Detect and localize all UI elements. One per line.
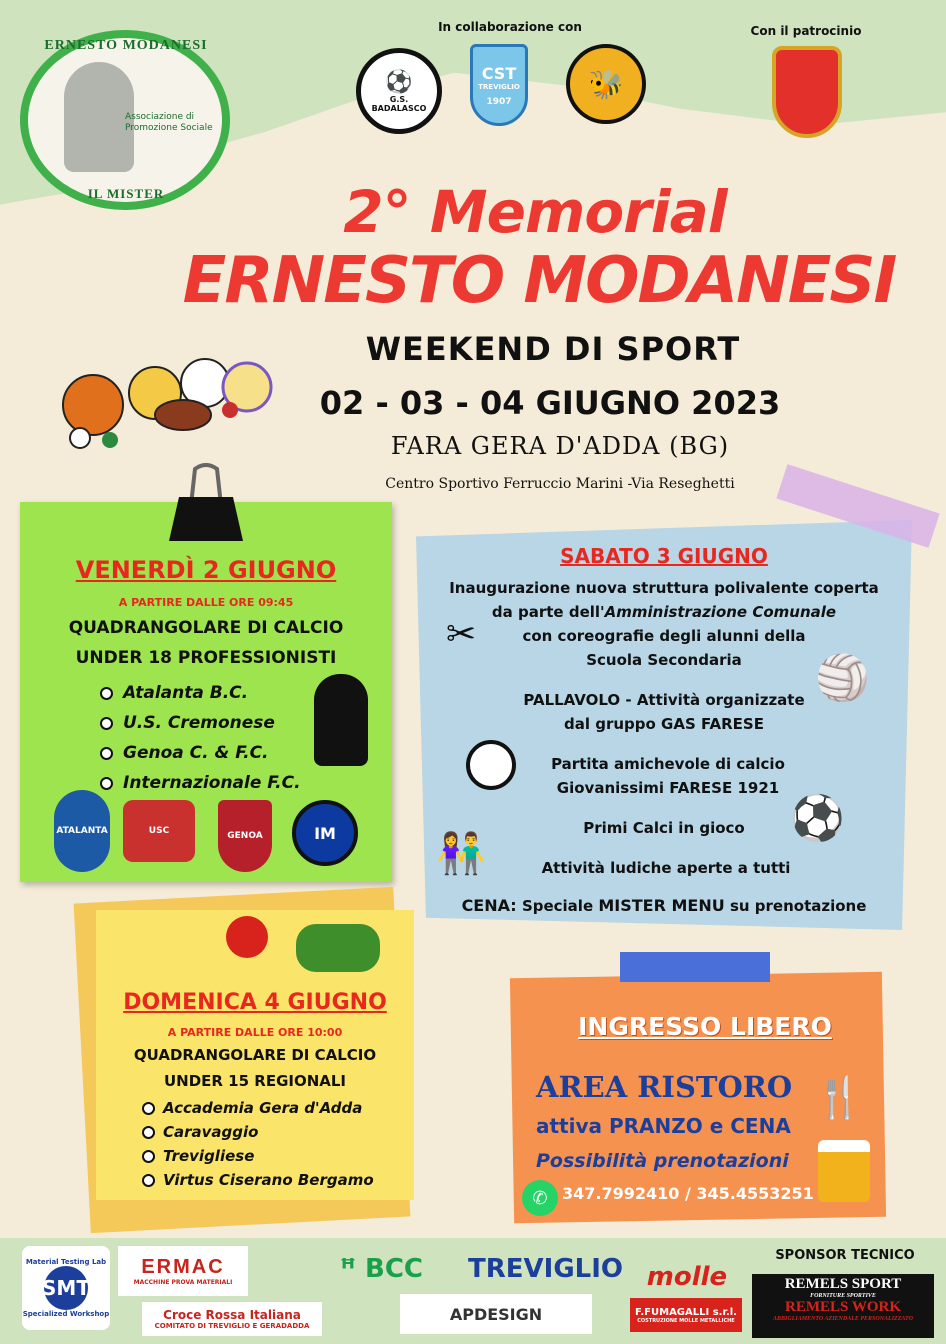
sunday-team-list: [142, 1096, 402, 1192]
kids-running-icon: 👫: [436, 831, 486, 877]
soccer-ball-icon: [100, 747, 113, 760]
soccer-goal-icon: [466, 740, 516, 790]
friday-title: VENERDÌ 2 GIUGNO: [75, 556, 337, 584]
friday-start: A PARTIRE DALLE ORE 09:45: [118, 596, 294, 609]
event-venue: Centro Sportivo Ferruccio Marini -Via Reseghetti: [385, 476, 735, 492]
cremonese-crest-icon: USC: [123, 800, 195, 862]
memorial-title: 2° Memorial: [343, 178, 727, 246]
booking-note: Possibilità prenotazioni: [536, 1150, 789, 1172]
soccer-ball-icon: [142, 1150, 155, 1163]
ribbon-scissors-icon: ✂: [446, 614, 477, 655]
sunday-tournament: QUADRANGOLARE DI CALCIO: [133, 1046, 377, 1064]
soccer-ball-icon: [142, 1126, 155, 1139]
volleyball-player-icon: 🏐: [815, 653, 870, 704]
sunday-start: A PARTIRE DALLE ORE 10:00: [167, 1026, 343, 1039]
smt-logo: Material Testing Lab SMT Specialized Workshop: [22, 1246, 110, 1330]
municipal-crest-icon: [772, 46, 842, 138]
saturday-title: SABATO 3 GIUGNO: [560, 544, 768, 568]
list-item: Accademia Gera d'Adda: [142, 1096, 402, 1120]
tape-decoration: [620, 952, 770, 982]
soccer-ball-icon: [100, 717, 113, 730]
saturday-line-2: da parte dell'Amministrazione Comunale: [491, 603, 837, 621]
list-item: Genoa C. & F.C.: [100, 738, 380, 768]
match-line-2: Giovanissimi FARESE 1921: [556, 779, 780, 797]
treviglio-logo: TREVIGLIO: [468, 1254, 623, 1284]
bcc-mark-icon: ꟸ: [340, 1254, 356, 1284]
cutlery-icon: 🍴: [814, 1075, 864, 1121]
goal-net-icon: [296, 924, 380, 972]
atalanta-crest-icon: ATALANTA: [54, 790, 110, 872]
event-place: FARA GERA D'ADDA (BG): [390, 432, 730, 460]
kids-line-1: Primi Calci in gioco: [583, 819, 745, 837]
inter-crest-icon: IM: [292, 800, 358, 866]
ermac-logo: ERMAC MACCHINE PROVA MATERIALI: [118, 1246, 248, 1296]
soccer-ball-icon: [142, 1174, 155, 1187]
memorial-name: ERNESTO MODANESI: [182, 244, 896, 318]
logo-name: ERNESTO MODANESI: [44, 38, 208, 53]
croce-rossa-logo: Croce Rossa Italiana COMITATO DI TREVIGLIO E GERADADDA: [142, 1302, 322, 1336]
cst-treviglio-shield-icon: CST TREVIGLIO 1907: [470, 44, 528, 126]
bcc-logo: ꟸ BCC: [340, 1254, 423, 1284]
food-area: AREA RISTORO: [536, 1070, 793, 1104]
soccer-ball-icon: [100, 687, 113, 700]
phone-numbers[interactable]: 347.7992410 / 345.4553251: [562, 1184, 814, 1203]
molle-logo: molle: [646, 1262, 728, 1292]
list-item: Internazionale F.C.: [100, 768, 380, 798]
soccer-ball-icon: [142, 1102, 155, 1115]
logo-subtitle: Associazione di Promozione Sociale: [125, 112, 213, 133]
mister-figure-icon: [64, 62, 134, 172]
beer-mug-icon: [818, 1140, 870, 1202]
saturday-line-1: Inaugurazione nuova struttura polivalente coperta: [449, 579, 879, 597]
volley-line-1: PALLAVOLO - Attività organizzate: [523, 691, 805, 709]
hornet-logo-icon: 🐝: [566, 44, 646, 124]
pushpin-icon: [226, 916, 268, 958]
patron-label: Con il patrocinio: [750, 24, 862, 38]
genoa-crest-icon: GENOA: [218, 800, 272, 872]
remels-logo: REMELS SPORT FORNITURE SPORTIVE REMELS WORK ABBIGLIAMENTO AZIENDALE PERSONALIZZATO: [752, 1274, 934, 1338]
volley-line-2: dal gruppo GAS FARESE: [564, 715, 764, 733]
list-item: Atalanta B.C.: [100, 678, 380, 708]
collab-label: In collaborazione con: [438, 20, 582, 34]
list-item: Trevigliese: [142, 1144, 402, 1168]
logo-motto: IL MISTER: [87, 186, 165, 201]
list-item: Caravaggio: [142, 1120, 402, 1144]
event-dates: 02 - 03 - 04 GIUGNO 2023: [319, 384, 781, 422]
list-item: U.S. Cremonese: [100, 708, 380, 738]
saturday-line-3: con coreografie degli alunni della: [522, 627, 806, 645]
badalasco-logo-icon: ⚽ G.S. BADALASCO: [356, 48, 442, 134]
match-line-1: Partita amichevole di calcio: [551, 755, 785, 773]
kids-line-2: Attività ludiche aperte a tutti: [541, 859, 791, 877]
sports-balls-icon: [55, 355, 275, 450]
free-entry: INGRESSO LIBERO: [578, 1012, 832, 1041]
friday-category: UNDER 18 PROFESSIONISTI: [75, 648, 337, 668]
soccer-ball-icon: [100, 777, 113, 790]
saturday-line-4: Scuola Secondaria: [586, 651, 742, 669]
tech-sponsor-label: SPONSOR TECNICO: [775, 1248, 915, 1263]
friday-tournament: QUADRANGOLARE DI CALCIO: [68, 618, 344, 638]
weekend-subtitle: WEEKEND DI SPORT: [365, 330, 741, 368]
sunday-category: UNDER 15 REGIONALI: [163, 1072, 347, 1090]
apdesign-logo: APDESIGN: [400, 1294, 592, 1334]
food-hours: attiva PRANZO e CENA: [536, 1114, 791, 1138]
binder-clip-icon: [165, 463, 247, 543]
football-player-icon: [314, 674, 368, 766]
dinner-line: CENA: Speciale MISTER MENU su prenotazione: [461, 896, 867, 915]
sunday-title: DOMENICA 4 GIUGNO: [123, 990, 387, 1015]
whatsapp-icon[interactable]: ✆: [522, 1180, 558, 1216]
kids-playing-icon: ⚽: [790, 793, 845, 844]
list-item: Virtus Ciserano Bergamo: [142, 1168, 402, 1192]
fumagalli-logo: F.FUMAGALLI s.r.l. COSTRUZIONE MOLLE METALLICHE: [630, 1298, 742, 1332]
